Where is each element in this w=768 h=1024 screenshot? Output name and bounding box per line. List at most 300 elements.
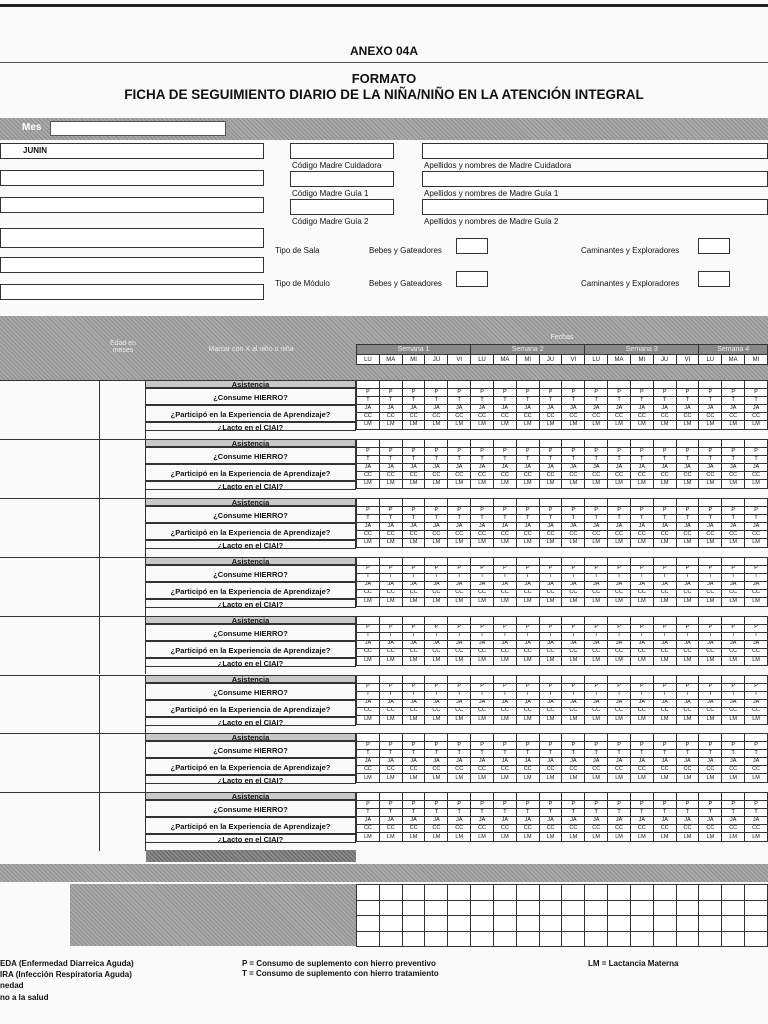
summary-cell[interactable] [585, 931, 608, 947]
code-cell-t[interactable]: T [585, 809, 608, 817]
summary-cell[interactable] [379, 885, 402, 901]
code-cell-lm[interactable]: LM [471, 774, 494, 783]
code-cell-lm[interactable]: LM [425, 479, 448, 488]
code-cell-ja[interactable]: JA [745, 640, 768, 648]
code-cell-lm[interactable]: LM [630, 774, 653, 783]
apellidos-madre-cuidadora-field[interactable] [422, 143, 768, 159]
code-cell-t[interactable]: T [471, 397, 494, 405]
code-cell-ja[interactable]: JA [448, 405, 471, 413]
code-cell-ja[interactable]: JA [562, 699, 585, 707]
code-cell-ja[interactable]: JA [379, 581, 402, 589]
code-cell-t[interactable]: T [676, 514, 699, 522]
asistencia-cell[interactable] [585, 381, 608, 389]
asistencia-cell[interactable] [722, 439, 745, 447]
code-cell-ja[interactable]: JA [539, 405, 562, 413]
code-cell-lm[interactable]: LM [630, 597, 653, 606]
asistencia-cell[interactable] [516, 439, 539, 447]
summary-cell[interactable] [379, 900, 402, 916]
code-cell-p[interactable]: P [630, 624, 653, 632]
code-cell-ja[interactable]: JA [699, 817, 722, 825]
code-cell-lm[interactable]: LM [676, 656, 699, 665]
code-cell-ja[interactable]: JA [448, 758, 471, 766]
summary-cell[interactable] [699, 931, 722, 947]
code-cell-p[interactable]: P [630, 683, 653, 691]
blank-field-3[interactable] [0, 197, 264, 213]
summary-cell[interactable] [585, 916, 608, 932]
code-cell-ja[interactable]: JA [722, 522, 745, 530]
asistencia-cell[interactable] [493, 439, 516, 447]
code-cell-lm[interactable]: LM [539, 833, 562, 842]
code-cell-t[interactable]: T [630, 632, 653, 640]
summary-cell[interactable] [630, 916, 653, 932]
code-cell-ja[interactable]: JA [425, 817, 448, 825]
code-cell-cc[interactable]: CC [425, 589, 448, 597]
asistencia-cell[interactable] [676, 381, 699, 389]
code-cell-p[interactable]: P [676, 683, 699, 691]
code-cell-p[interactable]: P [402, 742, 425, 750]
code-cell-ja[interactable]: JA [357, 405, 380, 413]
code-cell-cc[interactable]: CC [539, 825, 562, 833]
code-cell-cc[interactable]: CC [676, 413, 699, 421]
code-cell-t[interactable]: T [357, 750, 380, 758]
code-cell-p[interactable]: P [608, 624, 631, 632]
code-cell-lm[interactable]: LM [357, 833, 380, 842]
code-cell-t[interactable]: T [425, 809, 448, 817]
code-cell-p[interactable]: P [402, 389, 425, 397]
asistencia-cell[interactable] [745, 734, 768, 742]
code-cell-p[interactable]: P [402, 565, 425, 573]
asistencia-cell[interactable] [562, 381, 585, 389]
code-cell-t[interactable]: T [585, 691, 608, 699]
asistencia-cell[interactable] [630, 616, 653, 624]
summary-cell[interactable] [630, 885, 653, 901]
code-cell-lm[interactable]: LM [608, 421, 631, 430]
summary-cell[interactable] [630, 900, 653, 916]
code-cell-lm[interactable]: LM [402, 833, 425, 842]
code-cell-ja[interactable]: JA [425, 758, 448, 766]
asistencia-cell[interactable] [425, 498, 448, 506]
asistencia-cell[interactable] [448, 439, 471, 447]
code-cell-cc[interactable]: CC [539, 766, 562, 774]
code-cell-cc[interactable]: CC [585, 589, 608, 597]
code-cell-cc[interactable]: CC [630, 648, 653, 656]
code-cell-cc[interactable]: CC [699, 530, 722, 538]
code-cell-t[interactable]: T [539, 809, 562, 817]
code-cell-t[interactable]: T [676, 809, 699, 817]
code-cell-ja[interactable]: JA [357, 463, 380, 471]
code-cell-p[interactable]: P [699, 742, 722, 750]
code-cell-t[interactable]: T [562, 750, 585, 758]
code-cell-t[interactable]: T [630, 750, 653, 758]
code-cell-lm[interactable]: LM [516, 833, 539, 842]
code-cell-lm[interactable]: LM [585, 421, 608, 430]
code-cell-lm[interactable]: LM [539, 538, 562, 547]
code-cell-ja[interactable]: JA [562, 640, 585, 648]
code-cell-lm[interactable]: LM [562, 479, 585, 488]
code-cell-p[interactable]: P [493, 801, 516, 809]
code-cell-lm[interactable]: LM [448, 421, 471, 430]
code-cell-ja[interactable]: JA [653, 817, 676, 825]
summary-cell[interactable] [379, 931, 402, 947]
code-cell-cc[interactable]: CC [357, 413, 380, 421]
code-cell-p[interactable]: P [471, 506, 494, 514]
code-cell-ja[interactable]: JA [357, 581, 380, 589]
code-cell-cc[interactable]: CC [722, 589, 745, 597]
code-cell-p[interactable]: P [402, 683, 425, 691]
code-cell-ja[interactable]: JA [676, 522, 699, 530]
code-cell-ja[interactable]: JA [357, 522, 380, 530]
code-cell-ja[interactable]: JA [630, 522, 653, 530]
code-cell-cc[interactable]: CC [653, 413, 676, 421]
code-cell-t[interactable]: T [539, 455, 562, 463]
code-cell-cc[interactable]: CC [448, 530, 471, 538]
code-cell-lm[interactable]: LM [608, 774, 631, 783]
code-cell-p[interactable]: P [745, 565, 768, 573]
code-cell-ja[interactable]: JA [493, 817, 516, 825]
code-cell-p[interactable]: P [493, 447, 516, 455]
code-cell-t[interactable]: T [471, 809, 494, 817]
code-cell-lm[interactable]: LM [357, 538, 380, 547]
code-cell-p[interactable]: P [676, 742, 699, 750]
code-cell-t[interactable]: T [653, 691, 676, 699]
code-cell-ja[interactable]: JA [722, 405, 745, 413]
code-cell-cc[interactable]: CC [539, 530, 562, 538]
code-cell-t[interactable]: T [608, 397, 631, 405]
code-cell-cc[interactable]: CC [539, 707, 562, 715]
modulo-bebes-checkbox[interactable] [456, 271, 488, 287]
code-cell-p[interactable]: P [425, 801, 448, 809]
code-cell-ja[interactable]: JA [585, 699, 608, 707]
code-cell-lm[interactable]: LM [653, 656, 676, 665]
code-cell-lm[interactable]: LM [699, 421, 722, 430]
asistencia-cell[interactable] [699, 675, 722, 683]
code-cell-lm[interactable]: LM [539, 656, 562, 665]
code-cell-p[interactable]: P [745, 801, 768, 809]
asistencia-cell[interactable] [585, 793, 608, 801]
code-cell-ja[interactable]: JA [448, 699, 471, 707]
code-cell-p[interactable]: P [471, 624, 494, 632]
code-cell-ja[interactable]: JA [630, 640, 653, 648]
code-cell-lm[interactable]: LM [608, 715, 631, 724]
code-cell-lm[interactable]: LM [402, 774, 425, 783]
code-cell-t[interactable]: T [516, 397, 539, 405]
code-cell-lm[interactable]: LM [745, 833, 768, 842]
code-cell-p[interactable]: P [516, 683, 539, 691]
asistencia-cell[interactable] [402, 616, 425, 624]
asistencia-cell[interactable] [493, 675, 516, 683]
code-cell-t[interactable]: T [653, 750, 676, 758]
code-cell-lm[interactable]: LM [745, 597, 768, 606]
code-cell-ja[interactable]: JA [402, 463, 425, 471]
code-cell-t[interactable]: T [630, 455, 653, 463]
code-cell-t[interactable]: T [745, 750, 768, 758]
code-cell-p[interactable]: P [357, 389, 380, 397]
code-cell-cc[interactable]: CC [448, 825, 471, 833]
code-cell-cc[interactable]: CC [630, 530, 653, 538]
code-cell-lm[interactable]: LM [630, 479, 653, 488]
code-cell-ja[interactable]: JA [745, 758, 768, 766]
code-cell-lm[interactable]: LM [562, 715, 585, 724]
code-cell-lm[interactable]: LM [379, 479, 402, 488]
code-cell-ja[interactable]: JA [357, 758, 380, 766]
asistencia-cell[interactable] [471, 498, 494, 506]
asistencia-cell[interactable] [745, 498, 768, 506]
code-cell-cc[interactable]: CC [516, 648, 539, 656]
code-cell-cc[interactable]: CC [722, 766, 745, 774]
summary-cell[interactable] [653, 900, 676, 916]
code-cell-t[interactable]: T [402, 809, 425, 817]
summary-cell[interactable] [585, 885, 608, 901]
asistencia-cell[interactable] [585, 734, 608, 742]
code-cell-t[interactable]: T [425, 514, 448, 522]
code-cell-cc[interactable]: CC [676, 589, 699, 597]
code-cell-lm[interactable]: LM [608, 833, 631, 842]
code-cell-ja[interactable]: JA [402, 405, 425, 413]
code-cell-t[interactable]: T [357, 397, 380, 405]
code-cell-ja[interactable]: JA [630, 405, 653, 413]
code-cell-p[interactable]: P [471, 801, 494, 809]
code-cell-p[interactable]: P [608, 683, 631, 691]
code-cell-lm[interactable]: LM [562, 656, 585, 665]
code-cell-p[interactable]: P [516, 565, 539, 573]
code-cell-p[interactable]: P [448, 624, 471, 632]
asistencia-cell[interactable] [357, 616, 380, 624]
asistencia-cell[interactable] [722, 616, 745, 624]
code-cell-t[interactable]: T [402, 397, 425, 405]
asistencia-cell[interactable] [448, 734, 471, 742]
code-cell-t[interactable]: T [745, 573, 768, 581]
asistencia-cell[interactable] [608, 439, 631, 447]
asistencia-cell[interactable] [516, 675, 539, 683]
code-cell-lm[interactable]: LM [630, 656, 653, 665]
code-cell-p[interactable]: P [448, 801, 471, 809]
code-cell-p[interactable]: P [539, 565, 562, 573]
code-cell-lm[interactable]: LM [448, 479, 471, 488]
code-cell-ja[interactable]: JA [402, 640, 425, 648]
code-cell-t[interactable]: T [448, 632, 471, 640]
code-cell-lm[interactable]: LM [585, 538, 608, 547]
code-cell-cc[interactable]: CC [585, 766, 608, 774]
asistencia-cell[interactable] [357, 381, 380, 389]
code-cell-lm[interactable]: LM [585, 656, 608, 665]
asistencia-cell[interactable] [676, 734, 699, 742]
region-field[interactable] [0, 143, 264, 159]
code-cell-t[interactable]: T [608, 455, 631, 463]
code-cell-t[interactable]: T [425, 691, 448, 699]
code-cell-lm[interactable]: LM [471, 656, 494, 665]
code-cell-ja[interactable]: JA [516, 758, 539, 766]
code-cell-cc[interactable]: CC [379, 589, 402, 597]
code-cell-lm[interactable]: LM [516, 715, 539, 724]
summary-cell[interactable] [722, 931, 745, 947]
code-cell-ja[interactable]: JA [676, 640, 699, 648]
code-cell-ja[interactable]: JA [402, 581, 425, 589]
code-cell-p[interactable]: P [357, 801, 380, 809]
code-cell-t[interactable]: T [493, 397, 516, 405]
code-cell-t[interactable]: T [448, 573, 471, 581]
code-cell-p[interactable]: P [471, 683, 494, 691]
code-cell-p[interactable]: P [653, 742, 676, 750]
code-cell-ja[interactable]: JA [493, 581, 516, 589]
code-cell-ja[interactable]: JA [562, 758, 585, 766]
code-cell-p[interactable]: P [562, 447, 585, 455]
code-cell-t[interactable]: T [722, 632, 745, 640]
asistencia-cell[interactable] [402, 557, 425, 565]
summary-cell[interactable] [471, 916, 494, 932]
asistencia-cell[interactable] [562, 439, 585, 447]
code-cell-ja[interactable]: JA [562, 463, 585, 471]
code-cell-cc[interactable]: CC [471, 471, 494, 479]
code-cell-lm[interactable]: LM [539, 774, 562, 783]
asistencia-cell[interactable] [562, 734, 585, 742]
code-cell-ja[interactable]: JA [562, 405, 585, 413]
code-cell-t[interactable]: T [402, 455, 425, 463]
asistencia-cell[interactable] [699, 734, 722, 742]
code-cell-cc[interactable]: CC [699, 766, 722, 774]
code-cell-cc[interactable]: CC [471, 413, 494, 421]
summary-cell[interactable] [745, 931, 768, 947]
code-cell-ja[interactable]: JA [653, 463, 676, 471]
code-cell-lm[interactable]: LM [493, 479, 516, 488]
blank-field-4[interactable] [0, 228, 264, 248]
code-cell-t[interactable]: T [425, 455, 448, 463]
code-cell-ja[interactable]: JA [379, 405, 402, 413]
code-cell-cc[interactable]: CC [562, 766, 585, 774]
code-cell-p[interactable]: P [562, 624, 585, 632]
code-cell-lm[interactable]: LM [379, 597, 402, 606]
code-cell-t[interactable]: T [357, 809, 380, 817]
code-cell-p[interactable]: P [357, 742, 380, 750]
code-cell-lm[interactable]: LM [745, 656, 768, 665]
code-cell-lm[interactable]: LM [448, 774, 471, 783]
code-cell-cc[interactable]: CC [448, 648, 471, 656]
code-cell-p[interactable]: P [653, 683, 676, 691]
code-cell-ja[interactable]: JA [539, 758, 562, 766]
code-cell-t[interactable]: T [448, 750, 471, 758]
asistencia-cell[interactable] [653, 498, 676, 506]
code-cell-cc[interactable]: CC [653, 589, 676, 597]
summary-cell[interactable] [608, 885, 631, 901]
code-cell-t[interactable]: T [630, 514, 653, 522]
child-name-cell[interactable] [0, 498, 100, 557]
summary-cell[interactable] [448, 916, 471, 932]
code-cell-ja[interactable]: JA [402, 817, 425, 825]
summary-cell[interactable] [608, 900, 631, 916]
code-cell-p[interactable]: P [448, 565, 471, 573]
summary-cell[interactable] [357, 931, 380, 947]
code-cell-t[interactable]: T [357, 573, 380, 581]
code-cell-ja[interactable]: JA [608, 522, 631, 530]
asistencia-cell[interactable] [608, 381, 631, 389]
code-cell-ja[interactable]: JA [516, 699, 539, 707]
asistencia-cell[interactable] [379, 498, 402, 506]
code-cell-lm[interactable]: LM [425, 597, 448, 606]
code-cell-p[interactable]: P [471, 447, 494, 455]
asistencia-cell[interactable] [653, 557, 676, 565]
code-cell-ja[interactable]: JA [425, 463, 448, 471]
code-cell-ja[interactable]: JA [630, 758, 653, 766]
asistencia-cell[interactable] [425, 439, 448, 447]
code-cell-p[interactable]: P [493, 565, 516, 573]
code-cell-t[interactable]: T [471, 455, 494, 463]
code-cell-t[interactable]: T [562, 691, 585, 699]
asistencia-cell[interactable] [357, 675, 380, 683]
code-cell-cc[interactable]: CC [745, 707, 768, 715]
code-cell-cc[interactable]: CC [471, 530, 494, 538]
code-cell-ja[interactable]: JA [493, 699, 516, 707]
code-cell-t[interactable]: T [539, 514, 562, 522]
code-cell-p[interactable]: P [516, 447, 539, 455]
code-cell-cc[interactable]: CC [608, 413, 631, 421]
code-cell-t[interactable]: T [357, 632, 380, 640]
asistencia-cell[interactable] [699, 557, 722, 565]
code-cell-p[interactable]: P [562, 742, 585, 750]
asistencia-cell[interactable] [471, 675, 494, 683]
code-cell-lm[interactable]: LM [585, 833, 608, 842]
code-cell-p[interactable]: P [630, 389, 653, 397]
code-cell-t[interactable]: T [516, 632, 539, 640]
code-cell-p[interactable]: P [745, 683, 768, 691]
code-cell-lm[interactable]: LM [402, 421, 425, 430]
summary-cell[interactable] [379, 916, 402, 932]
asistencia-cell[interactable] [676, 793, 699, 801]
summary-cell[interactable] [471, 900, 494, 916]
summary-cell[interactable] [562, 900, 585, 916]
code-cell-lm[interactable]: LM [653, 774, 676, 783]
code-cell-ja[interactable]: JA [653, 758, 676, 766]
code-cell-cc[interactable]: CC [471, 825, 494, 833]
code-cell-p[interactable]: P [516, 801, 539, 809]
code-cell-ja[interactable]: JA [379, 817, 402, 825]
code-cell-p[interactable]: P [539, 389, 562, 397]
child-age-cell[interactable] [100, 792, 146, 851]
asistencia-cell[interactable] [653, 793, 676, 801]
code-cell-t[interactable]: T [471, 514, 494, 522]
code-cell-t[interactable]: T [493, 455, 516, 463]
code-cell-ja[interactable]: JA [585, 817, 608, 825]
code-cell-lm[interactable]: LM [676, 833, 699, 842]
code-cell-lm[interactable]: LM [699, 597, 722, 606]
code-cell-p[interactable]: P [448, 447, 471, 455]
code-cell-lm[interactable]: LM [425, 774, 448, 783]
code-cell-cc[interactable]: CC [630, 413, 653, 421]
asistencia-cell[interactable] [402, 734, 425, 742]
codigo-madre-cuidadora-field[interactable] [290, 143, 394, 159]
code-cell-lm[interactable]: LM [585, 774, 608, 783]
code-cell-lm[interactable]: LM [516, 656, 539, 665]
apellidos-madre-guia-2-field[interactable] [422, 199, 768, 215]
code-cell-p[interactable]: P [402, 801, 425, 809]
asistencia-cell[interactable] [471, 439, 494, 447]
code-cell-p[interactable]: P [745, 624, 768, 632]
code-cell-t[interactable]: T [608, 632, 631, 640]
code-cell-cc[interactable]: CC [471, 707, 494, 715]
code-cell-t[interactable]: T [448, 397, 471, 405]
code-cell-lm[interactable]: LM [493, 715, 516, 724]
asistencia-cell[interactable] [745, 793, 768, 801]
code-cell-t[interactable]: T [402, 691, 425, 699]
code-cell-p[interactable]: P [448, 742, 471, 750]
code-cell-t[interactable]: T [653, 397, 676, 405]
code-cell-p[interactable]: P [425, 624, 448, 632]
asistencia-cell[interactable] [653, 381, 676, 389]
code-cell-cc[interactable]: CC [745, 413, 768, 421]
asistencia-cell[interactable] [471, 793, 494, 801]
code-cell-p[interactable]: P [539, 683, 562, 691]
code-cell-p[interactable]: P [357, 447, 380, 455]
code-cell-lm[interactable]: LM [722, 479, 745, 488]
code-cell-p[interactable]: P [379, 801, 402, 809]
